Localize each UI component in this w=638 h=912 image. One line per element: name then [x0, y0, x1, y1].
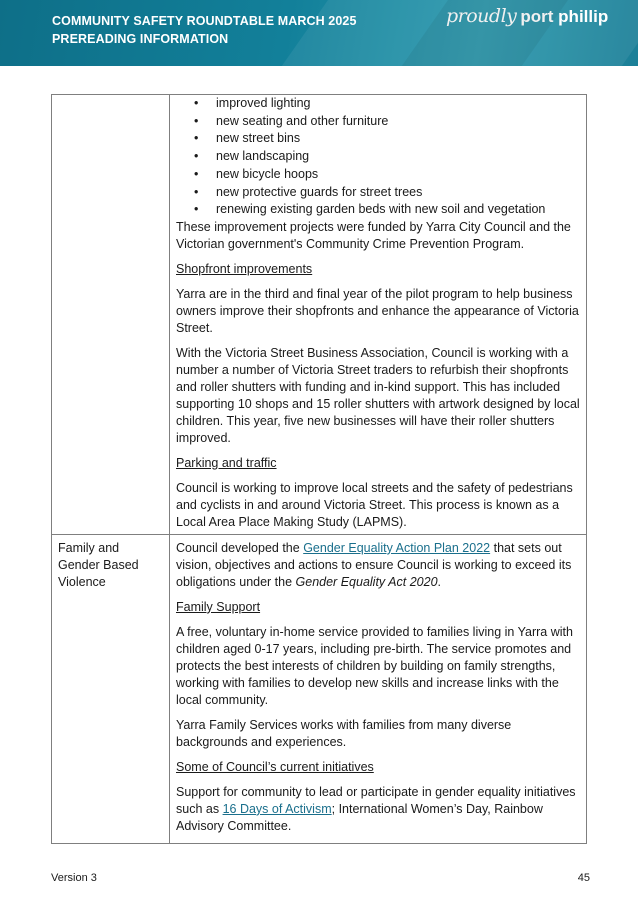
logo-script-text: proudly: [446, 5, 517, 27]
intro-text-end: .: [437, 574, 442, 589]
family-support-paragraph-2: Yarra Family Services works with families from many diverse backgrounds and experiences.: [176, 717, 512, 749]
row2-content-cell: [170, 534, 587, 843]
gender-equality-plan-link[interactable]: Gender Equality Action Plan 2022: [303, 540, 491, 555]
intro-text-after: that sets out vision, objectives and actions to ensure Council is working to exceed its obligations under the: [176, 540, 572, 589]
list-item: • improved lighting: [216, 95, 580, 113]
shopfront-paragraph-2: With the Victoria Street Business Association, Council is working with a number a number of Victoria Street traders to refurbish their shopfronts and roller shutters with funding and in-kind support. This has included supporting 10 shops and 15 roller shutters with artwork designed by local children. This year, five new businesses will have their roller shutters improved.: [176, 345, 580, 445]
shopfront-paragraph-1: Yarra are in the third and final year of the pilot program to help business owners improve their shopfronts and enhance the appearance of Victoria Street.: [176, 286, 579, 335]
logo-bold-text: port phillip: [520, 7, 609, 26]
page-header: [0, 0, 638, 66]
header-title-line1: COMMUNITY SAFETY ROUNDTABLE MARCH 2025: [52, 14, 357, 28]
list-item: • new landscaping: [216, 148, 580, 166]
footer-version: Version 3: [51, 872, 97, 884]
row2-label-cell: [52, 534, 170, 843]
port-phillip-logo: [446, 5, 608, 27]
footer-page-number: 45: [577, 872, 590, 884]
initiatives-text-before: Support for community to lead or participate in gender equality initiatives such as: [176, 784, 576, 816]
parking-heading: Parking and traffic: [176, 455, 277, 470]
row-label-family-violence: Family and Gender Based Violence: [58, 540, 139, 589]
table-row: [52, 95, 587, 535]
row1-label-cell: [52, 95, 170, 535]
shopfront-heading: Shopfront improvements: [176, 261, 313, 276]
list-item: • new protective guards for street trees: [216, 184, 580, 202]
initiatives-table: [51, 94, 587, 844]
header-title: [52, 12, 357, 48]
list-item: • new bicycle hoops: [216, 166, 580, 184]
list-item: • renewing existing garden beds with new soil and vegetation: [216, 201, 580, 219]
family-support-heading: Family Support: [176, 599, 261, 614]
row1-content-cell: [170, 95, 587, 535]
family-support-paragraph-1: A free, voluntary in-home service provided to families living in Yarra with children aged 0-17 years, including pre-birth. The service promotes and protects the best interests of children by building on family strengths, working with families to develop new skills and increase links with the local community.: [176, 624, 573, 707]
initiatives-paragraph: [176, 784, 580, 835]
initiatives-text-after: ; International Women’s Day, Rainbow Advisory Committee.: [176, 801, 543, 833]
initiatives-heading: Some of Council’s current initiatives: [176, 759, 374, 774]
list-item: • new seating and other furniture: [216, 113, 580, 131]
intro-text-before: Council developed the: [176, 540, 304, 555]
gender-equality-act: Gender Equality Act 2020: [295, 574, 438, 589]
gender-equality-intro: [176, 535, 580, 591]
parking-paragraph: Council is working to improve local streets and the safety of pedestrians and cyclists in and around Victoria Street. This process is known as a Local Area Place Making Study (LAPMS).: [176, 480, 573, 529]
funding-paragraph: These improvement projects were funded by Yarra City Council and the Victorian government's Community Crime Prevention Program.: [176, 219, 571, 251]
header-title-line2: PREREADING INFORMATION: [52, 32, 229, 46]
improvement-list: [176, 95, 580, 219]
table-row: [52, 534, 587, 843]
sixteen-days-activism-link[interactable]: 16 Days of Activism: [222, 801, 332, 816]
list-item: • new street bins: [216, 130, 580, 148]
